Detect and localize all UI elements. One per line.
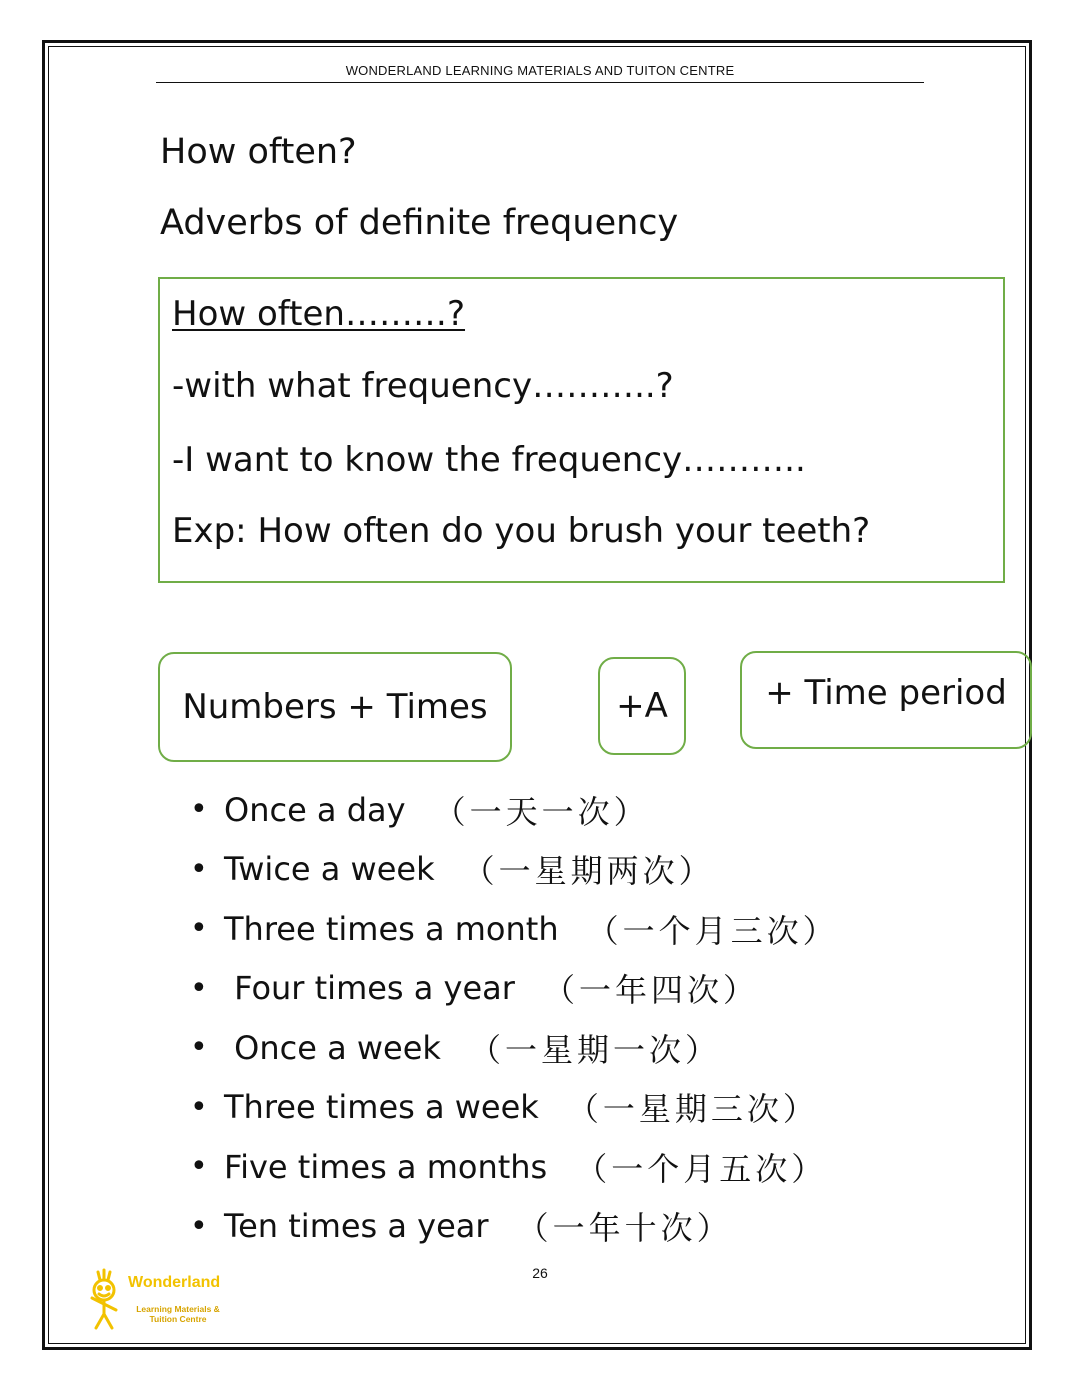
definition-example: Exp: How often do you brush your teeth? bbox=[172, 511, 871, 551]
example-chinese: （一年十次） bbox=[516, 1209, 733, 1248]
list-item bbox=[190, 840, 839, 900]
bullet-icon: • bbox=[190, 970, 208, 1006]
definition-line-1: -with what frequency………..? bbox=[172, 366, 674, 406]
example-english: Twice a week bbox=[224, 850, 435, 889]
formula-a-label: +A bbox=[616, 686, 668, 726]
logo-tagline-line1: Learning Materials & bbox=[136, 1304, 220, 1314]
bullet-icon: • bbox=[190, 1089, 208, 1125]
wonderland-mascot-icon bbox=[84, 1268, 128, 1332]
formula-time-period-label: + Time period bbox=[765, 673, 1007, 713]
wonderland-logo bbox=[84, 1268, 244, 1332]
bullet-icon: • bbox=[190, 1030, 208, 1066]
page-title: How often? bbox=[160, 132, 357, 172]
bullet-icon: • bbox=[190, 1149, 208, 1185]
page-subtitle: Adverbs of definite frequency bbox=[160, 203, 679, 243]
example-english: Three times a week bbox=[224, 1088, 539, 1127]
example-chinese: （一天一次） bbox=[433, 792, 650, 831]
formula-time-period bbox=[740, 651, 1032, 749]
list-item bbox=[190, 1078, 839, 1138]
example-chinese: （一星期三次） bbox=[566, 1090, 819, 1129]
list-item bbox=[190, 959, 839, 1019]
example-english: Four times a year bbox=[224, 969, 515, 1008]
example-english: Once a week bbox=[224, 1028, 441, 1067]
logo-name: Wonderland bbox=[128, 1274, 221, 1291]
formula-numbers-times bbox=[158, 652, 512, 762]
header-rule bbox=[156, 82, 924, 83]
list-item bbox=[190, 780, 839, 840]
example-chinese: （一个月五次） bbox=[575, 1149, 828, 1188]
bullet-icon: • bbox=[190, 792, 208, 828]
formula-a bbox=[598, 657, 686, 755]
bullet-icon: • bbox=[190, 851, 208, 887]
example-chinese: （一年四次） bbox=[542, 971, 759, 1010]
logo-tagline bbox=[128, 1304, 228, 1324]
example-chinese: （一个月三次） bbox=[586, 911, 839, 950]
example-english: Three times a month bbox=[224, 909, 559, 948]
list-item bbox=[190, 1197, 839, 1257]
bullet-icon: • bbox=[190, 1208, 208, 1244]
example-chinese: （一星期两次） bbox=[462, 852, 715, 891]
logo-tagline-line2: Tuition Centre bbox=[149, 1314, 207, 1324]
bullet-icon: • bbox=[190, 911, 208, 947]
list-item bbox=[190, 1018, 839, 1078]
list-item bbox=[190, 1137, 839, 1197]
example-english: Five times a months bbox=[224, 1147, 548, 1186]
formula-numbers-times-label: Numbers + Times bbox=[182, 687, 488, 727]
definition-line-2: -I want to know the frequency……….. bbox=[172, 440, 806, 480]
example-english: Ten times a year bbox=[224, 1207, 489, 1246]
example-chinese: （一星期一次） bbox=[468, 1030, 721, 1069]
header-title: WONDERLAND LEARNING MATERIALS AND TUITON CENTRE bbox=[345, 63, 735, 78]
page-number: 26 bbox=[532, 1265, 548, 1281]
example-english: Once a day bbox=[224, 790, 406, 829]
frequency-examples-list bbox=[190, 780, 839, 1256]
definition-heading: How often………? bbox=[172, 294, 466, 334]
list-item bbox=[190, 899, 839, 959]
